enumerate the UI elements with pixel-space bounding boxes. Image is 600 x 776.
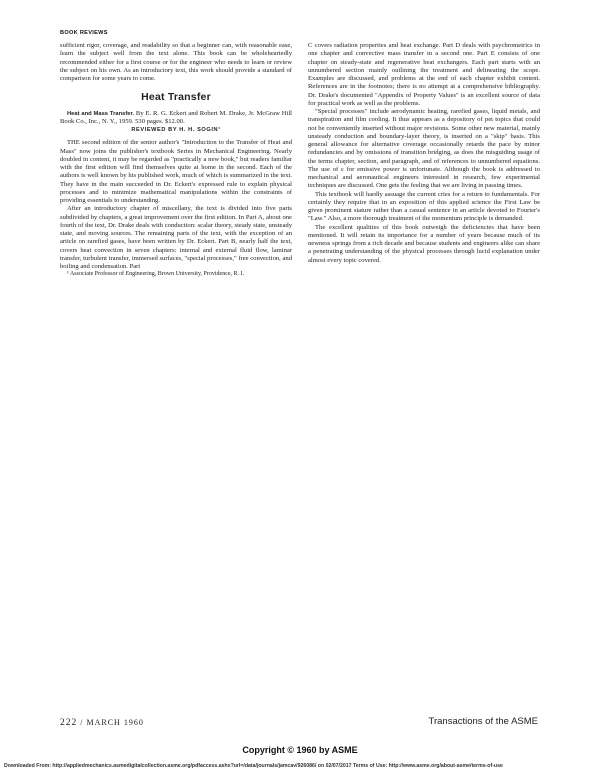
intro-paragraph: sufficient rigor, coverage, and readability so that a beginner can, with reasonable ease, learn the subject well from the text alone. This book can be wholeheartedly recommended either for a first course or for the engineer who needs to learn or review the subject on his own. As an introductory text, this work should provide a standard of comparison for some years to come. (60, 42, 292, 82)
body-paragraph: After an introductory chapter of miscellany, the text is divided into five parts subdivided by chapters, a great improvement over the first edition. In Part A, about one fourth of the text, Dr. Drake deals with conduction: scalar theory, steady state, unsteady state, and moving sources. The remaining parts of the text, with the exception of an article on rarefied gases, have been written by Dr. Eckert. Part B, nearly half the text, covers heat convection in seven chapters: internal and external fluid flow, laminar transfer, turbulent transfer, immersed surfaces, "special processes," free convection, and boiling and condensation. Part (60, 205, 292, 270)
page-footer-left (60, 718, 144, 728)
book-title: Heat and Mass Transfer. (67, 110, 135, 117)
body-paragraph: "Special processes" include aerodynamic heating, rarefied gases, liquid metals, and transpiration and film cooling. It thus appears as a depository of pet topics that could not be conveniently inserted without major revisions. Some other new material, mainly unsteady conduction and boundary-layer theory, is inserted on a "skip" basis. This general allowance for alternative coverage occasionally retards the pace by minor redundancies and by omissions of transition bridging, as does the misguiding usage of the terms chapter, section, and paragraph, and of references to unnumbered equations. The use of ε for emissive power is unfortunate. Although the book is addressed to mechanical and aeronautical engineers interested in research, few experimental techniques are discussed. One gets the feeling that we are living in passing times. (308, 108, 540, 190)
page-number: 222 (60, 718, 78, 728)
review-heading: Heat Transfer (141, 91, 211, 104)
download-notice[interactable] (4, 763, 600, 769)
body-paragraph: This textbook will hardly assuage the current cries for a return to fundamentals. For certainly they require that in an exposition of this applied science the First Law be given prominent stature rather than a casual sentence in an article devoted to Fourier's "Law." Also, a more thorough treatment of the momentum principle is demanded. (308, 190, 540, 223)
journal-name: Transactions of the ASME (428, 716, 538, 727)
body-paragraph: THE second edition of the senior author's "Introduction to the Transfer of Heat and Mass" now joins the publisher's textbook Series in Mechanical Engineering. Nearly doubled in content, it may be regarded as "practically a new book," but readers familiar with the first edition will find themselves quite at home in the second. Each of the authors is well known by his published work, much of which is summarized in the text. They have in the main succeeded in Dr. Eckert's expressed rule to explain physical processes and to minimize mathematical manipulations within the constraints of providing essentials to understanding. (60, 139, 292, 204)
issue-date: / MARCH 1960 (80, 718, 144, 727)
left-column (60, 42, 292, 279)
section-header: BOOK REVIEWS (60, 30, 108, 36)
book-details: By E. R. G. Eckert and Robert M. Drake, Jr. McGraw Hill Book Co., Inc., N. Y., 1959. 530 pages. $12.00. (60, 109, 293, 125)
body-paragraph: C covers radiation properties and heat exchange. Part D deals with psychrometrics in one chapter and convective mass transfer in a second one. Part E consists of one chapter on steady-state and regenerative heat exchangers. Each part starts with an unnumbered section mainly outlining the treatment and delineating the scope. Examples are discussed, and problems at the end of each chapter exhibit content. References are in the footnotes; there is no attempt at a comprehensive bibliography. Dr. Drake's documented "Appendix of Property Values" is an excellent source of data for practical work as well as the problems. (308, 42, 540, 107)
right-column (308, 42, 540, 265)
bibliography-entry (60, 110, 292, 127)
body-paragraph: The excellent qualities of this book outweigh the deficiencies that have been mentioned. It will retain its importance for a number of years because much of its newness springs from a rich decade and because students and engineers alike can share a penetrating understanding of the physical processes through lucid explanation under almost every topic covered. (308, 223, 540, 264)
reviewer-line: REVIEWED BY H. H. SOGIN¹ (131, 127, 221, 133)
copyright-notice: Copyright © 1960 by ASME (242, 745, 358, 755)
download-link[interactable]: Downloaded From: http://appliedmechanics.asmedigitalcollection.asme.org/pdfaccess.ashx?url=/data/journals/jamcav/926086/ on 02/07/2017 Terms of Use: http://www.asme.org/about-asme/terms-of-use (4, 763, 503, 769)
footnote: ¹ Associate Professor of Engineering, Brown University, Providence, R. I. (67, 271, 245, 278)
